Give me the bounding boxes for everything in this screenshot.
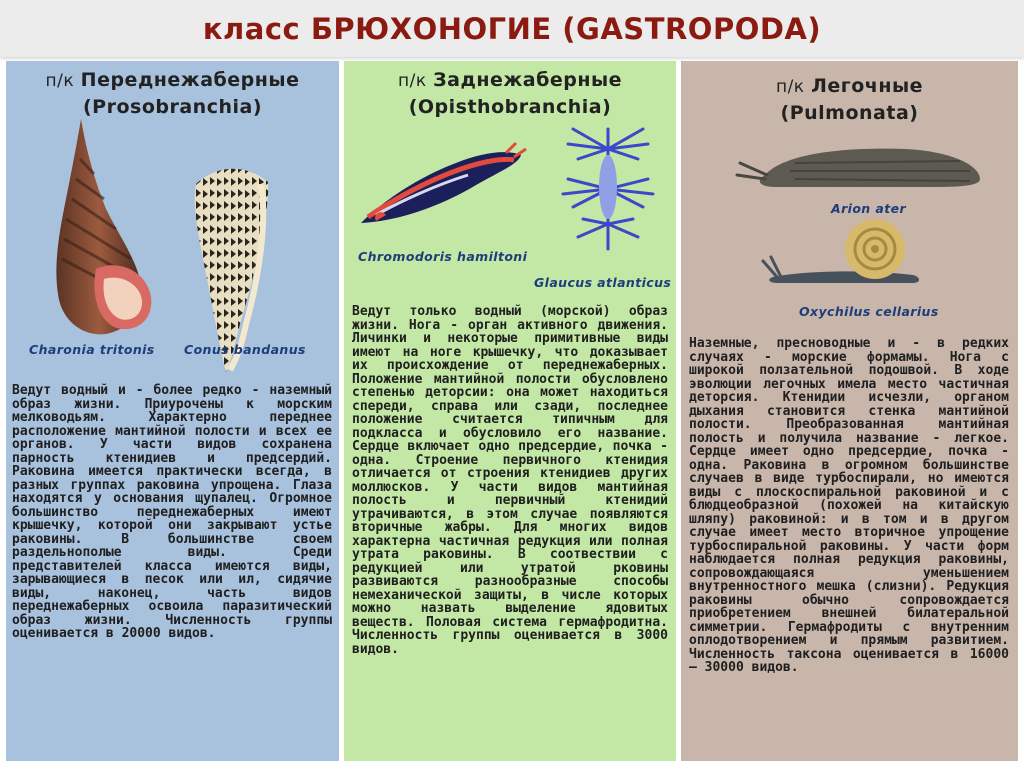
chromodoris-illustration bbox=[356, 143, 526, 233]
subclass-name: Легочные bbox=[811, 75, 924, 97]
caption-conus: Conus bandanus bbox=[184, 342, 306, 357]
column-heading bbox=[344, 67, 676, 120]
caption-oxychilus: Oxychilus cellarius bbox=[799, 304, 939, 319]
column-heading bbox=[681, 73, 1018, 126]
column-prosobranchia bbox=[6, 61, 339, 761]
caption-glaucus: Glaucus atlanticus bbox=[534, 275, 672, 290]
subclass-prefix: п/к bbox=[775, 77, 805, 97]
column-heading bbox=[6, 67, 339, 120]
oxychilus-snail-illustration bbox=[763, 219, 933, 289]
subclass-latin: (Pulmonata) bbox=[780, 102, 919, 124]
caption-arion: Arion ater bbox=[831, 201, 907, 216]
column-opisthobranchia bbox=[344, 61, 676, 761]
subclass-prefix: п/к bbox=[45, 71, 75, 91]
description-text: Наземные, пресноводные и - в редких случаях - морские формамы. Нога с широкой ползательной подошвой. В ходе эволюции легочных имела место частичная деторсия. Ктенидии исчезли, органом дыхания становится стенка мантийной полости. Преобразованная мантийная полость и получила название - легкое. Сердце имеет одно предсердие, почка - одна. Раковина в огромном большинстве случаев в виде турбоспирали, но имеются виды с плоскоспиральной раковиной и с блюдцеобразной (похожей на китайскую шляпу) раковиной: и в том и в другом случае имеет место вторичное упрощение турбоспиральной раковины. У части форм наблюдается полная редукция раковины, сопровождающаяся уменьшением внутренностного мешка (слизни). Редукция раковины обычно сопровождается приобретением внешней билатеральной симметрии. Гермафродиты с внутренним оплодотворением и прямым развитием. Численность таксона оценивается в 16000 – 30000 видов. bbox=[689, 336, 1009, 675]
subclass-name: Заднежаберные bbox=[433, 69, 623, 91]
caption-charonia: Charonia tritonis bbox=[29, 342, 155, 357]
glaucus-illustration bbox=[548, 119, 668, 259]
subclass-prefix: п/к bbox=[397, 71, 427, 91]
subclass-latin: (Prosobranchia) bbox=[82, 96, 263, 118]
charonia-shell-illustration bbox=[36, 119, 166, 339]
title-bar bbox=[0, 0, 1024, 57]
subclass-latin: (Opisthobranchia) bbox=[408, 96, 612, 118]
subclass-name: Переднежаберные bbox=[80, 69, 300, 91]
arion-slug-illustration bbox=[735, 143, 985, 193]
page-title: класс БРЮХОНОГИЕ (GASTROPODA) bbox=[202, 11, 822, 46]
column-pulmonata bbox=[681, 61, 1018, 761]
description-text: Ведут только водный (морской) образ жизни. Нога - орган активного движения. Личинки и некоторые примитивные виды имеют на ноге крышечку, что доказывает их происхождение от переднежаберных. Положение мантийной полости обусловлено степенью деторсии: она может находиться спереди, справа или сзади, последнее положение считается типичным для подкласса и обусловило его название. Сердце включает одно предсердие, почка - одна. Строение первичного ктенидия отличается от строения ктенидиев других моллюсков. У части видов мантийная полость и первичный ктенидий утрачиваются, в этом случае появляются вторичные жабры. Для многих видов характерна частичная редукция или полная утрата раковины. В соотвествии с редукцией или утратой рковины развиваются разнообразные способы немеханической защиты, в числе которых можно назвать выделение ядовитых веществ. Половая система гермафродитна. Численность группы оценивается в 3000 видов. bbox=[352, 304, 668, 657]
description-text: Ведут водный и - более редко - наземный образ жизни. Приурочены к морским мелководьям. Характерно переднее расположение мантийной полости и всех ее органов. У части видов сохранена парность ктенидиев и предсердий. Раковина имеется практически всегда, в разных группах раковина упрощена. Глаза находятся у основания щупалец. Огромное большинство переднежаберных имеют крышечку, которой они закрывают устье раковины. В большинстве своем раздельнополые виды. Среди представителей класса имеются виды, зарывающиеся в песок или ил, сидячие виды, наконец, часть видов переднежаберных освоила паразитический образ жизни. Численность группы оценивается в 20000 видов. bbox=[12, 383, 332, 641]
caption-chromodoris: Chromodoris hamiltoni bbox=[358, 249, 528, 264]
